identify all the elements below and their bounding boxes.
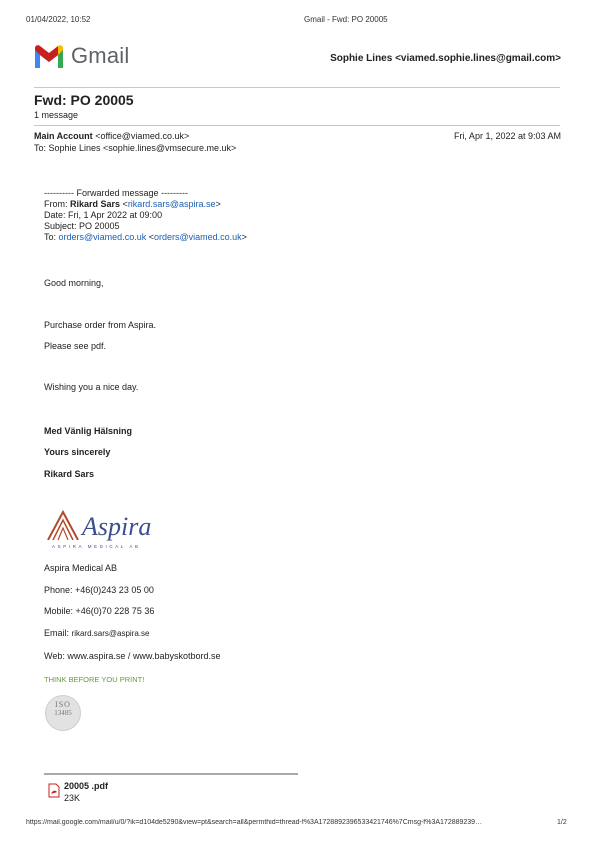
web-line: Web: www.aspira.se / www.babyskotbord.se [44,651,221,661]
message-date: Fri, Apr 1, 2022 at 9:03 AM [453,131,561,141]
divider [34,87,560,88]
divider [34,125,560,126]
body-line-2: Please see pdf. [44,341,107,351]
gmail-m-icon [33,44,65,68]
message-recipients: To: Sophie Lines <sophie.lines@vmsecure.me.uk> [34,143,237,153]
forwarded-from-email-link[interactable]: rikard.sars@aspira.se [127,199,216,209]
forwarded-from: From: Rikard Sars <rikard.sars@aspira.se> [44,199,221,209]
forwarded-date: Date: Fri, 1 Apr 2022 at 09:00 [44,210,163,220]
gmail-logo [33,43,129,69]
message-sender [34,131,189,141]
forwarded-subject: Subject: PO 20005 [44,221,120,231]
forwarded-from-name: Rikard Sars [70,199,121,209]
mobile: Mobile: +46(0)70 228 75 36 [44,606,155,616]
aspira-logo [46,508,166,552]
attachment-name[interactable]: 20005 .pdf [64,781,109,791]
company-name: Aspira Medical AB [44,563,118,573]
forwarded-to-email-link-2[interactable]: orders@viamed.co.uk [153,232,242,242]
attachment-divider [44,773,298,775]
aspira-tagline: ASPIRA MEDICAL AB [52,544,141,549]
forwarded-header: ---------- Forwarded message --------- [44,188,188,198]
aspira-logo-text: Aspira [82,512,152,541]
phone: Phone: +46(0)243 23 05 00 [44,585,154,595]
aspira-mountain-icon [46,510,80,540]
body-greeting: Good morning, [44,278,104,288]
web-link-1[interactable]: www.aspira.se [67,651,126,661]
print-title: Gmail - Fwd: PO 20005 [304,15,388,24]
email-line: Email: rikard.sars@aspira.se [44,628,150,638]
body-wish: Wishing you a nice day. [44,382,139,392]
signoff-english: Yours sincerely [44,447,111,457]
signoff-name: Rikard Sars [44,469,95,479]
gmail-logo-text: Gmail [71,43,130,68]
web-link-2[interactable]: www.babyskotbord.se [132,651,221,661]
attachment-size: 23K [64,793,81,803]
iso-badge: ISO 13485 [45,695,81,731]
forwarded-block [44,188,247,243]
thread-subject: Fwd: PO 20005 [34,92,134,108]
body-line-1: Purchase order from Aspira. [44,320,157,330]
page-number: 1/2 [557,819,567,826]
pdf-file-icon [48,783,60,798]
forwarded-to: To: orders@viamed.co.uk <orders@viamed.co.uk> [44,232,247,242]
sender-name: Main Account [34,131,93,141]
sender-email: <office@viamed.co.uk> [95,131,190,141]
signoff-swedish: Med Vänlig Hälsning [44,426,133,436]
print-url: https://mail.google.com/mail/u/0/?ik=d104de5290&view=pt&search=all&permthid=thread-f%3A1728892396533421746%7Cmsg-f%3A172889239… [26,819,483,826]
account-owner: Sophie Lines <viamed.sophie.lines@gmail.com> [330,53,561,64]
forwarded-to-email-link[interactable]: orders@viamed.co.uk [58,232,147,242]
print-datetime: 01/04/2022, 10:52 [26,15,91,24]
message-count: 1 message [34,110,79,120]
think-before-print: THINK BEFORE YOU PRINT! [44,675,145,684]
signature-email: rikard.sars@aspira.se [71,629,150,638]
